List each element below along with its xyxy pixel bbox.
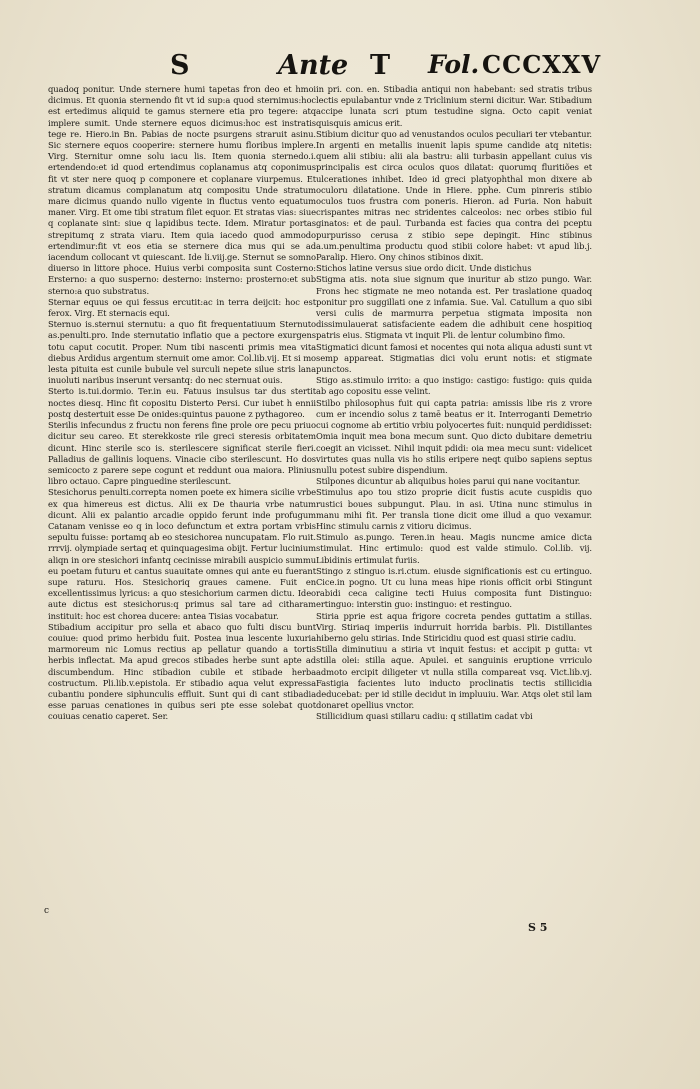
header-letter-s: S xyxy=(170,50,190,81)
entry-stiria: Stiria pprie est aqua frigore cocreta pendes guttatim a stillas. Virg. Stiriaq imperiis indurruit horrida barbis. Pli. Distillantes hiberno gelu stirias. Inde Stiricidiu quod est quasi stirie cadiu. xyxy=(316,610,592,643)
folio-number: CCCXXV xyxy=(482,50,602,79)
left-column xyxy=(48,84,316,723)
signature-mark: S 5 xyxy=(528,921,548,934)
entry-stimulo: Stimulo as.pungo. Teren.in heau. Magis nuncme amice dicta stimulat. Hinc ertimulo: quod est valde stimulo. Col.lib. vij. Libidinis ertimulat furiis. xyxy=(316,532,592,565)
header-ante: Ante xyxy=(278,50,349,81)
entry-sternere-continued: quadoq ponitur. Unde sternere humi tapetas fron deo et hmoi dicimus. Et quonia sternendo fit vt id sup:a quod sternimus:hoc est ertedimus aliquid te gamus sternere etia pro tegere: atq implere sumit. Unde sternere equos dicimus:hoc est instratis tege re. Hiero.in Bn. Pabias de nocte psurgens straruit asinu. Sic sternere equos cooperire: sternere humu floribus implere. Virg. Sternitur omne solu iacu lis. Item quonia sternedo.i. ertendendo:et id quod ertendimus coplanamus atq coponimus fit vt ster nere quoq p componere et coplanare viurpemus. Et stratum dicamus complanatum atq compositu Unde stratum mare dicimus quando nullo vigente in fluctus vento equatum maner. Virg. Et ome tibi stratum filet equor. Et stratas vias: siue q coplanate sint: siue q lapidibus tecte. Idem. Miratur portas strepitumq z strata viaru. Item quia iacedo quod ammodo ertendimur:fit vt eos etia se sternere dica mus qui se ad iacendum collocant vt quiescant. Ide li.viij.ge. Sternut se somno diuerso in littore phoce. Huius verbi composita sunt Costerno: Ersterno: a quo susperno: desterno: insterno: prosterno:et sub sterno:a quo substratus. xyxy=(48,84,316,296)
entry-stigo: Stigo as.stimulo irrito: a quo instigo: castigo: fustigo: quis quida ab ago copositu esse velint. xyxy=(316,375,592,397)
entry-stilbo: Stilbo philosophus fuit qui capta patria: amissis libe ris z vrore cum er incendio solus z tamē beatus er it. Interroganti Demetrio cui cognome ab ertitio vrbiu polyocertes fuit: nunquid perdidisset: Omia inquit mea bona mecum sunt. Quo dicto dubitare demetriu coegit an vicisset. Nihil inquit pdidi: oia mea mecu sunt: videlicet virtutes quas nulla vis ho stilis eripere neqt quibo sapiens septus nullu potest subire dispendium. xyxy=(316,397,593,475)
entry-stigmatici: Stigmatici dicunt famosi et nocentes qui nota aliqua adusti sunt vt semp appareat. Stigmatias dici volu erunt notis: et stigmate punctos. xyxy=(316,341,592,375)
entry-stesichorus: Stesichorus penulti.correpta nomen poete ex himera sicilie vrbe ex qua himereus est dictus. Alii ex De thauria vrbe natum dicunt. Alii ex palantio arcadie oppido ferunt inde profugum Catanam venisse eo q in loco defunctum et extra portam vrbis sepultu fuisse: portamq ab eo stesichorea nuncupatam. Flo ruit. rrrvij. olympiade sertaq et quinquagesima obijt. Fertur lucinium aliqn in ore stesichori infantq cecinisse mirabili auspicio summu eu poetam futuru et cantus suauitate omnes qui ante eu fuerant supe raturu. Hos. Stesichoriq graues camene. Fuit en excellentissimus lyricus: a quo stesichorium carmen dictu. Ideo aute dictus est stesichorus:q primus sal tare ad citharam instituit: hoc est chorea ducere: antea Tisias vocabatur. xyxy=(48,487,316,621)
header-fol: Fol. xyxy=(428,50,480,79)
page-header xyxy=(170,50,602,86)
entry-stingo: Stingo z stinguo is.ri.ctum. eiusde significationis est cu ertinguo. Cice.in pogno. Ut cu luna meas hipe rionis officit orbi Stingunt rabidi ceca caligine tecti Huius composita funt Distinguo: ertinguo: interstin guo: instinguo: et restinguo. xyxy=(316,565,592,610)
entry-stigma: Stigma atis. nota siue signum que inuritur ab stizo pungo. War. Frons hec stigmate ne meo notanda est. Per traslatione quadoq ponitur pro suggillati one z infamia. Sue. Val. Catullum a quo sibi versi culis de marmurra perpetua stigmata imposita non dissimulauerat satisfaciente eadem die adhibuit cene hospitioq patris eius. Stigmata vt inquit Pli. de lentur columbino fimo. xyxy=(316,274,592,341)
entry-sternuo: Sternuo is.sternui sternutu: a quo fit frequentatiuum Sternuto as.penulti.pro. Inde sternutatio inflatio que a pectore exurgens totu caput cocutit. Proper. Num tibi nascenti primis mea vita diebus Ardidus argentum sternuit ome amor. Col.lib.vij. Et si mo lesta pituita est cunile bubule vel surculi nepete silue stris lana inuoluti naribus inserunt versantq: do nec sternuat ouis. xyxy=(48,319,316,386)
entry-sterilis: Sterilis infecundus z fructu non ferens fine prole ore pecu priuo dicitur seu careo. Et sterekkoste rile greci steresis orbitatem dicunt. Hinc sterile sco is. sterilescere significat sterile fieri. Palladius de gallinis loquens. Vinacie cibo sterilescunt. Ho dos semicocto z parere sepe cogunt et reddunt oua maiora. Plinius libro octauo. Capre pinguedine sterilescunt. xyxy=(48,420,316,487)
header-letter-t: T xyxy=(370,50,391,81)
entry-stichos: Stichos latine versus siue ordo dicit. Unde distichus xyxy=(316,263,532,274)
entry-stimulus: Stimulus apo tou stizo proprie dicit fustis acute cuspidis quo rustici boues subpungut. Plau. in asi. Utina nunc stimulus in manu mihi fit. Per transla tione dicit ome illud a quo vexamur. Hinc stimulu carnis z vitioru dicimus. xyxy=(316,487,592,531)
entry-stilpones: Stilpones dicuntur ab aliquibus hoies parui qui nane vocitantur. xyxy=(316,476,581,487)
entry-sterto: Sterto is.tui.dormio. Ter.in eu. Fatuus insulsus tar dus stertit noctes diesq. Hinc fit copositu Disterto Persi. Cur iubet h ennii postq destertuit esse De onides:quintus pauone z pythagoreo. xyxy=(48,386,316,419)
right-column xyxy=(316,84,592,723)
entry-stilla: Stilla diminutiuu a stiria vt inquit festus: et accipit p gutta: vt stilla olei: stilla aque. Apulei. et sanguinis eruptione vrriculo admoto ercipit diligeter vt nulla stilla compareat vsq. Vict.lib.vj. Fastigia facientes luto inducto proclinatis tectis stillicidia deducebat: per id stille decidut in impluuiu. War. Atqs olet stil lam donaret opellius vnctor. xyxy=(316,644,592,711)
entry-stibadium: Stibadium accipitur pro sella et abaco quo fulti discu bunt couiue: quod primo herbidu fuit. Postea inua lescente luxuria marmoreum nic Lomus rectius ap pellatur quando a tortis herbis inflectat. Ma apud grecos stibades herbe sunt apte ad discumbendum. Hinc stibadion cubile et stibade herba costructum. Pli.lib.v.epistola. Er stibadio aqua velut expressa cubantiu pondere siphunculis effluit. Sunt qui di cant stibadia esse paruas cenationes in quibus seri pte esse solebat quot couiuas cenatio caperet. Ser. xyxy=(48,621,316,722)
entry-stibadium-continued: in pri. con. en. Stibadia antiqui non habebant: sed stratis tribus lectis epulabantur vnde z Triclinium sterni dicitur. War. Stibadium accipe lunata scri ptum testudine signa. Octo capit veniat quisquis amicus erit. xyxy=(316,84,592,128)
entry-sternar: Sternar equus oe qui fessus ercutit:ac in terra deijcit: hoc est ferox. Virg. Et sternacis equi. xyxy=(48,296,316,319)
entry-stibium: Stibium dicitur quo ad venustandos oculos peculiari ter vtebantur. In argenti en metallis inuenit lapis spume candide atq nitetis: quem alii stibiu: alii ala bastru: alii turbasin appellant cuius vis principalis est circa oculos quos dilatat: quorumq fluritiões et ulcerationes inhibet. Ideo id greci platyophthal mon dixere ab oculoru dilatatione. Unde in Hiere. pphe. Cum pinreris stibio oculos tuos frustra com poneris. Hieron. ad Furia. Non habuit crispantes mitras nec stridentes calceolos: nec orbes stibio ful ginatos: et de paul. Turbanda est facies qua contra dei pceptu purpurisso cerusa z stibio sepe depingit. Hinc stibinus a.um.penultima productu quod stibii colore habet: vt apud lib.j. Paralip. Hiero. Ony chinos stibinos dixit. xyxy=(316,128,592,263)
entry-stillicidium: Stillicidium quasi stillaru cadiu: q stillatim cadat vbi xyxy=(316,711,533,722)
margin-mark: c xyxy=(44,906,50,916)
